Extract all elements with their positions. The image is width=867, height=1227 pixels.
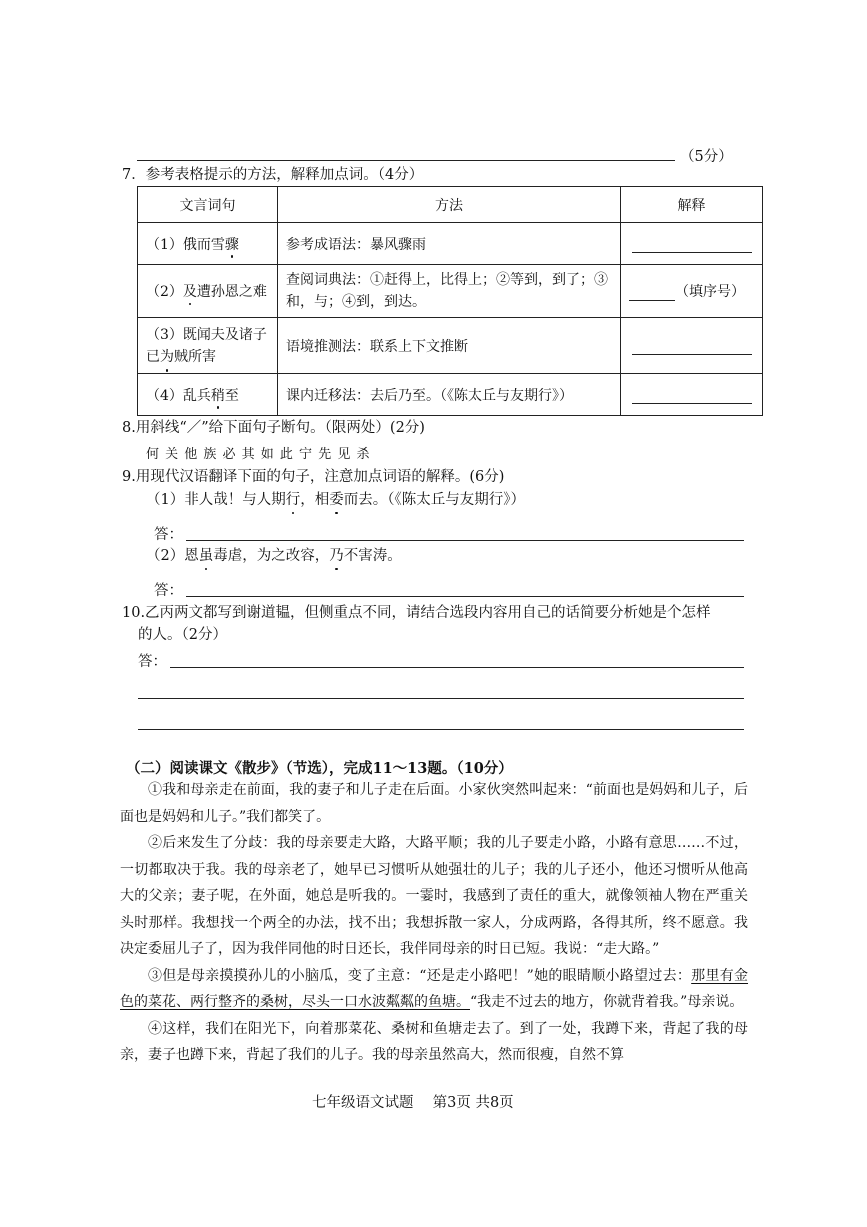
section2-heading: （二）阅读课文《散步》（节选），完成11～13题。（10分） bbox=[126, 760, 513, 777]
table-row bbox=[138, 318, 763, 374]
q7-stem: 7．参考表格提示的方法，解释加点词。（4分） bbox=[122, 167, 424, 183]
q9-stem: 9.用现代汉语翻译下面的句子，注意加点词语的解释。(6分) bbox=[122, 469, 505, 485]
paragraph-3-part-a: ③但是母亲摸摸孙儿的小脑瓜，变了主意：“还是走小路吧！”她的眼睛顺小路望过去： bbox=[148, 967, 692, 984]
q10-stem-line2: 的人。（2分） bbox=[138, 627, 227, 643]
q9-answer2-label: 答： bbox=[154, 583, 183, 599]
prev-score: （5分） bbox=[680, 149, 733, 165]
q10-answer-line-1[interactable] bbox=[170, 667, 744, 668]
answer-cell bbox=[621, 374, 763, 416]
q9-answer1-label: 答： bbox=[154, 527, 183, 543]
table-row bbox=[138, 223, 763, 265]
paragraph-4: ④这样，我们在阳光下，向着那菜花、桑树和鱼塘走去了。到了一处，我蹲下来，背起了我的母亲，妻子也蹲下来，背起了我们的儿子。我的母亲虽然高大，然而很瘦，自然不算 bbox=[120, 1020, 748, 1063]
answer-blank[interactable] bbox=[632, 385, 752, 404]
paragraph-2: ②后来发生了分歧：我的母亲要走大路，大路平顺；我的儿子要走小路，小路有意思……不过，一切都取决于我。我的母亲老了，她早已习惯听从她强壮的儿子；我的儿子还小，他还习惯听从他高大的父亲；妻子呢，在外面，她总是听我的。一霎时，我感到了责任的重大，就像领袖人物在严重关头时那样。我想找一个两全的办法，找不出；我想拆散一家人，分成两路，各得其所，终不愿意。我决定委屈儿子了，因为我伴同他的时日还长，我伴同母亲的时日已短。我说：“走大路。” bbox=[120, 835, 748, 957]
answer-blank[interactable] bbox=[632, 234, 752, 253]
answer-cell bbox=[621, 265, 763, 318]
col-header-method: 方法 bbox=[278, 187, 621, 223]
q8-sentence: 何 关 他 族 必 其 如 此 宁 先 见 杀 bbox=[146, 447, 371, 462]
q9-item1: （1）非人哉！与人期行，相委而去。（《陈太丘与友期行》） bbox=[146, 492, 525, 508]
page-footer: 七年级语文试题 第3页 共8页 bbox=[312, 1095, 514, 1111]
q9-answer2-line[interactable] bbox=[186, 596, 744, 597]
q8-stem: 8.用斜线“／”给下面句子断句。（限两处）(2分) bbox=[122, 420, 425, 436]
table-row bbox=[138, 374, 763, 416]
q10-answer-label: 答： bbox=[138, 654, 167, 670]
answer-cell bbox=[621, 223, 763, 265]
method-cell: 查阅词典法：①赶得上，比得上；②等到，到了；③和，与；④到，到达。 bbox=[278, 265, 621, 318]
col-header-answer: 解释 bbox=[621, 187, 763, 223]
phrase-cell: （2）及遭孙恩之难 bbox=[138, 265, 278, 318]
q10-answer-line-3[interactable] bbox=[138, 729, 744, 730]
paragraph-3-part-b: “我走不过去的地方，你就背着我。”母亲说。 bbox=[470, 994, 744, 1010]
q10-answer-line-2[interactable] bbox=[138, 698, 744, 699]
fill-number-hint: （填序号） bbox=[675, 284, 745, 300]
q9-item2: （2）恩虽毒虐，为之改容，乃不害涛。 bbox=[146, 548, 402, 564]
method-cell: 参考成语法：暴风骤雨 bbox=[278, 223, 621, 265]
method-cell: 课内迁移法：去后乃至。（《陈太丘与友期行》） bbox=[278, 374, 621, 416]
q10-stem-line1: 10.乙丙两文都写到谢道韫，但侧重点不同，请结合选段内容用自己的话简要分析她是个怎样 bbox=[122, 605, 711, 621]
paragraph-1: ①我和母亲走在前面，我的妻子和儿子走在后面。小家伙突然叫起来：“前面也是妈妈和儿子，后面也是妈妈和儿子。”我们都笑了。 bbox=[120, 782, 748, 825]
phrase-cell: （1）俄而雪骤 bbox=[138, 223, 278, 265]
answer-cell bbox=[621, 318, 763, 374]
answer-blank[interactable] bbox=[629, 284, 675, 301]
paragraph-3 bbox=[120, 963, 748, 1016]
underlined-sentence: 那里有金色的菜花、两行整齐的桑树，尽头一口水波粼粼的鱼塘。 bbox=[120, 967, 749, 1010]
col-header-phrase: 文言词句 bbox=[138, 187, 278, 223]
reading-passage bbox=[120, 777, 748, 1069]
method-cell: 语境推测法：联系上下文推断 bbox=[278, 318, 621, 374]
phrase-cell: （3）既闻夫及诸子已为贼所害 bbox=[138, 318, 278, 374]
phrase-cell: （4）乱兵稍至 bbox=[138, 374, 278, 416]
table-row bbox=[138, 265, 763, 318]
q7-table bbox=[137, 186, 763, 416]
q9-answer1-line[interactable] bbox=[186, 540, 744, 541]
answer-blank[interactable] bbox=[632, 336, 752, 355]
prev-answer-line bbox=[137, 160, 675, 161]
